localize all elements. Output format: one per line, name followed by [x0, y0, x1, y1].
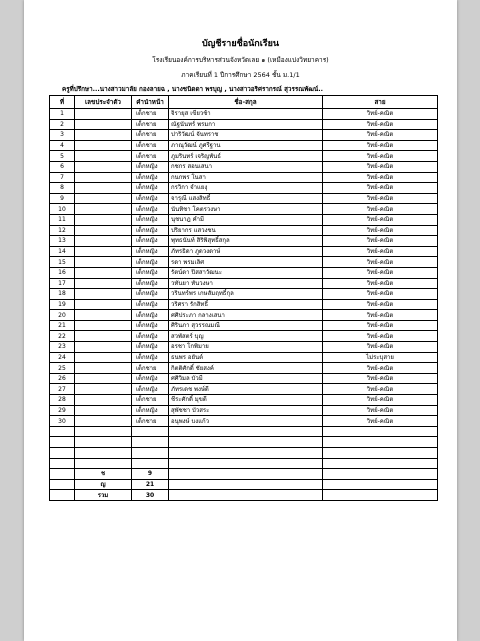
student-name: ศศิวิมล บัวมี: [169, 373, 323, 384]
row-number: 1: [50, 109, 75, 120]
table-row: [50, 278, 438, 289]
summary-value: 9: [132, 469, 169, 480]
table-row: [50, 363, 438, 374]
student-name: นุชนาฎ คำมี: [169, 214, 323, 225]
table-row: [50, 352, 438, 363]
summary-spacer: [50, 469, 75, 480]
student-name: กนกพร โนสา: [169, 172, 323, 183]
row-number: 30: [50, 416, 75, 427]
student-id: [75, 395, 132, 406]
name-prefix: เด็กชาย: [132, 109, 169, 120]
student-name: นันทิชา โคตรวงษา: [169, 204, 323, 215]
table-row: [50, 140, 438, 151]
student-name: ภูมรินทร์ เจริญพันธ์: [169, 151, 323, 162]
student-id: [75, 310, 132, 321]
study-track: ไม่ระบุสาย: [323, 352, 438, 363]
name-prefix: เด็กหญิง: [132, 373, 169, 384]
student-name: ศศิประภา กลางเสนา: [169, 310, 323, 321]
summary-row: [50, 490, 438, 501]
study-track: วิทย์-คณิต: [323, 204, 438, 215]
row-number: 5: [50, 151, 75, 162]
summary-row: [50, 469, 438, 480]
col-header-major: สาย: [323, 96, 438, 109]
student-id: [75, 342, 132, 353]
study-track: วิทย์-คณิต: [323, 320, 438, 331]
name-prefix: เด็กหญิง: [132, 342, 169, 353]
blank-row: [50, 448, 438, 459]
student-name: สวพัสตร์ บุญ: [169, 331, 323, 342]
student-name: กชกร สอนเสนา: [169, 161, 323, 172]
blank-row: [50, 426, 438, 437]
student-name: วริศรา รักสิทธิ์: [169, 299, 323, 310]
summary-spacer: [323, 479, 438, 490]
table-row: [50, 119, 438, 130]
row-number: 20: [50, 310, 75, 321]
student-id: [75, 257, 132, 268]
table-row: [50, 204, 438, 215]
name-prefix: เด็กหญิง: [132, 384, 169, 395]
study-track: วิทย์-คณิต: [323, 395, 438, 406]
student-id: [75, 331, 132, 342]
student-name: ธนพร อยันต์: [169, 352, 323, 363]
table-row: [50, 299, 438, 310]
study-track: วิทย์-คณิต: [323, 140, 438, 151]
study-track: วิทย์-คณิต: [323, 161, 438, 172]
table-row: [50, 310, 438, 321]
blank-row: [50, 458, 438, 469]
document-title: บัญชีรายชื่อนักเรียน: [201, 39, 280, 49]
table-row: [50, 384, 438, 395]
advisors-line: ครูที่ปรึกษา...นางสาวมาลัย กองลายฉ , นางชนิดดา พรบุญ , นางสาวอริศรากรณ์ สุวรรณพัฒน์..: [62, 86, 323, 93]
table-row: [50, 193, 438, 204]
study-track: วิทย์-คณิต: [323, 246, 438, 257]
name-prefix: เด็กหญิง: [132, 278, 169, 289]
table-row: [50, 342, 438, 353]
blank-cell: [169, 437, 323, 448]
study-track: วิทย์-คณิต: [323, 267, 438, 278]
student-id: [75, 289, 132, 300]
name-prefix: เด็กหญิง: [132, 320, 169, 331]
row-number: 29: [50, 405, 75, 416]
row-number: 8: [50, 183, 75, 194]
table-row: [50, 289, 438, 300]
blank-cell: [169, 458, 323, 469]
blank-cell: [169, 426, 323, 437]
blank-cell: [50, 458, 75, 469]
student-name: ภาณุวัฒน์ ภูศรีฐาน: [169, 140, 323, 151]
student-id: [75, 183, 132, 194]
row-number: 22: [50, 331, 75, 342]
row-number: 27: [50, 384, 75, 395]
blank-cell: [323, 448, 438, 459]
name-prefix: เด็กหญิง: [132, 331, 169, 342]
table-row: [50, 236, 438, 247]
row-number: 2: [50, 119, 75, 130]
student-name: รดา พรมเลิศ: [169, 257, 323, 268]
table-row: [50, 214, 438, 225]
student-name: จารุณี แสงสิทธิ์: [169, 193, 323, 204]
name-prefix: เด็กหญิง: [132, 257, 169, 268]
blank-cell: [50, 437, 75, 448]
table-row: [50, 225, 438, 236]
name-prefix: เด็กหญิง: [132, 405, 169, 416]
row-number: 11: [50, 214, 75, 225]
student-id: [75, 151, 132, 162]
name-prefix: เด็กชาย: [132, 151, 169, 162]
student-id: [75, 236, 132, 247]
table-row: [50, 257, 438, 268]
student-id: [75, 109, 132, 120]
name-prefix: เด็กหญิง: [132, 193, 169, 204]
student-name: พุทธนันท์ สิริพิสุทธิ์สกุล: [169, 236, 323, 247]
student-name: กรวิกา จำแยงุ: [169, 183, 323, 194]
blank-cell: [132, 458, 169, 469]
name-prefix: เด็กหญิง: [132, 352, 169, 363]
blank-cell: [132, 448, 169, 459]
student-id: [75, 320, 132, 331]
summary-label: รวม: [75, 490, 132, 501]
summary-spacer: [50, 490, 75, 501]
row-number: 7: [50, 172, 75, 183]
table-row: [50, 331, 438, 342]
name-prefix: เด็กหญิง: [132, 204, 169, 215]
row-number: 21: [50, 320, 75, 331]
blank-cell: [132, 437, 169, 448]
study-track: วิทย์-คณิต: [323, 119, 438, 130]
student-id: [75, 214, 132, 225]
name-prefix: เด็กหญิง: [132, 161, 169, 172]
name-prefix: เด็กชาย: [132, 140, 169, 151]
term-line: ภาคเรียนที่ 1 ปีการศึกษา 2564 ชั้น ม.1/1: [181, 71, 300, 79]
name-prefix: เด็กหญิง: [132, 172, 169, 183]
blank-cell: [75, 458, 132, 469]
table-row: [50, 109, 438, 120]
study-track: วิทย์-คณิต: [323, 310, 438, 321]
row-number: 17: [50, 278, 75, 289]
study-track: วิทย์-คณิต: [323, 130, 438, 141]
student-id: [75, 172, 132, 183]
table-row: [50, 151, 438, 162]
row-number: 24: [50, 352, 75, 363]
name-prefix: เด็กชาย: [132, 363, 169, 374]
table-row: [50, 320, 438, 331]
student-name: ภัทรเดช พงษ์ดี: [169, 384, 323, 395]
student-name: จิรายุส เขียวช้า: [169, 109, 323, 120]
student-id: [75, 119, 132, 130]
row-number: 3: [50, 130, 75, 141]
table-row: [50, 130, 438, 141]
table-row: [50, 161, 438, 172]
row-number: 13: [50, 236, 75, 247]
blank-cell: [75, 448, 132, 459]
student-name: วรินทร์พร เกษสัมฤทธิ์กุล: [169, 289, 323, 300]
row-number: 18: [50, 289, 75, 300]
summary-value: 21: [132, 479, 169, 490]
summary-spacer: [323, 490, 438, 501]
study-track: วิทย์-คณิต: [323, 331, 438, 342]
name-prefix: เด็กหญิง: [132, 183, 169, 194]
blank-cell: [323, 458, 438, 469]
row-number: 10: [50, 204, 75, 215]
row-number: 16: [50, 267, 75, 278]
student-id: [75, 278, 132, 289]
study-track: วิทย์-คณิต: [323, 342, 438, 353]
study-track: วิทย์-คณิต: [323, 405, 438, 416]
table-row: [50, 395, 438, 406]
blank-cell: [132, 426, 169, 437]
blank-cell: [323, 437, 438, 448]
study-track: วิทย์-คณิต: [323, 214, 438, 225]
row-number: 25: [50, 363, 75, 374]
student-name: ณัฐนันทร์ พรมกา: [169, 119, 323, 130]
study-track: วิทย์-คณิต: [323, 172, 438, 183]
study-track: วิทย์-คณิต: [323, 363, 438, 374]
row-number: 6: [50, 161, 75, 172]
row-number: 26: [50, 373, 75, 384]
student-id: [75, 140, 132, 151]
study-track: วิทย์-คณิต: [323, 225, 438, 236]
table-row: [50, 416, 438, 427]
name-prefix: เด็กชาย: [132, 395, 169, 406]
study-track: วิทย์-คณิต: [323, 289, 438, 300]
student-name: ปาริวัฒน์ จันทราช: [169, 130, 323, 141]
blank-cell: [323, 426, 438, 437]
row-number: 23: [50, 342, 75, 353]
study-track: วิทย์-คณิต: [323, 151, 438, 162]
student-name: อรชา โกพิมาย: [169, 342, 323, 353]
study-track: วิทย์-คณิต: [323, 278, 438, 289]
row-number: 15: [50, 257, 75, 268]
row-number: 14: [50, 246, 75, 257]
name-prefix: เด็กหญิง: [132, 236, 169, 247]
student-id: [75, 204, 132, 215]
name-prefix: เด็กหญิง: [132, 310, 169, 321]
table-row: [50, 172, 438, 183]
student-id: [75, 267, 132, 278]
blank-row: [50, 437, 438, 448]
row-number: 28: [50, 395, 75, 406]
row-number: 9: [50, 193, 75, 204]
table-row: [50, 405, 438, 416]
name-prefix: เด็กชาย: [132, 119, 169, 130]
student-name: ปริยากร แสวงชน: [169, 225, 323, 236]
name-prefix: เด็กชาย: [132, 416, 169, 427]
blank-cell: [75, 437, 132, 448]
summary-label: ญ: [75, 479, 132, 490]
col-header-id: เลขประจำตัว: [75, 96, 132, 109]
blank-cell: [75, 426, 132, 437]
study-track: วิทย์-คณิต: [323, 183, 438, 194]
name-prefix: เด็กหญิง: [132, 299, 169, 310]
name-prefix: เด็กหญิง: [132, 267, 169, 278]
student-name: ศิรินภา สุวรรณมณี: [169, 320, 323, 331]
table-header-row: [50, 96, 438, 109]
table-row: [50, 267, 438, 278]
study-track: วิทย์-คณิต: [323, 416, 438, 427]
student-id: [75, 405, 132, 416]
blank-cell: [50, 448, 75, 459]
student-name: วทันยา ทันวงษา: [169, 278, 323, 289]
row-number: 19: [50, 299, 75, 310]
summary-spacer: [323, 469, 438, 480]
table-row: [50, 183, 438, 194]
student-name: ชีระศักดิ์ มุขดี: [169, 395, 323, 406]
student-id: [75, 130, 132, 141]
student-table: [49, 95, 438, 501]
study-track: วิทย์-คณิต: [323, 299, 438, 310]
table-row: [50, 246, 438, 257]
blank-cell: [169, 448, 323, 459]
study-track: วิทย์-คณิต: [323, 236, 438, 247]
student-id: [75, 416, 132, 427]
student-name: สุพัชชา บัวสระ: [169, 405, 323, 416]
name-prefix: เด็กหญิง: [132, 246, 169, 257]
col-header-prefix: คำนำหน้า: [132, 96, 169, 109]
student-id: [75, 246, 132, 257]
summary-spacer: [50, 479, 75, 490]
summary-spacer: [169, 469, 323, 480]
col-header-name: ชื่อ-สกุล: [169, 96, 323, 109]
row-number: 4: [50, 140, 75, 151]
name-prefix: เด็กหญิง: [132, 214, 169, 225]
table-row: [50, 373, 438, 384]
study-track: วิทย์-คณิต: [323, 373, 438, 384]
name-prefix: เด็กหญิง: [132, 225, 169, 236]
student-id: [75, 193, 132, 204]
student-id: [75, 384, 132, 395]
blank-cell: [50, 426, 75, 437]
col-header-no: ที่: [50, 96, 75, 109]
student-id: [75, 225, 132, 236]
summary-row: [50, 479, 438, 490]
student-name: ภัทรธิดา ภูดวงดาษ์: [169, 246, 323, 257]
student-id: [75, 363, 132, 374]
study-track: วิทย์-คณิต: [323, 193, 438, 204]
name-prefix: เด็กหญิง: [132, 289, 169, 300]
study-track: วิทย์-คณิต: [323, 109, 438, 120]
student-id: [75, 161, 132, 172]
school-name: โรงเรียนองค์การบริหารส่วนจังหวัดเลย ๑ (เหมืองแบ่งวิทยาคาร): [152, 56, 329, 64]
row-number: 12: [50, 225, 75, 236]
student-id: [75, 352, 132, 363]
study-track: วิทย์-คณิต: [323, 257, 438, 268]
table-body: [50, 109, 438, 501]
summary-spacer: [169, 479, 323, 490]
study-track: วิทย์-คณิต: [323, 384, 438, 395]
student-id: [75, 373, 132, 384]
name-prefix: เด็กชาย: [132, 130, 169, 141]
summary-spacer: [169, 490, 323, 501]
summary-value: 30: [132, 490, 169, 501]
student-name: กิตติศักดิ์ ชัยสงค์: [169, 363, 323, 374]
student-name: รัตน์ดา ปิสสาวัฒนะ: [169, 267, 323, 278]
student-name: อนุพงษ์ บงแก้ว: [169, 416, 323, 427]
summary-label: ช: [75, 469, 132, 480]
student-id: [75, 299, 132, 310]
